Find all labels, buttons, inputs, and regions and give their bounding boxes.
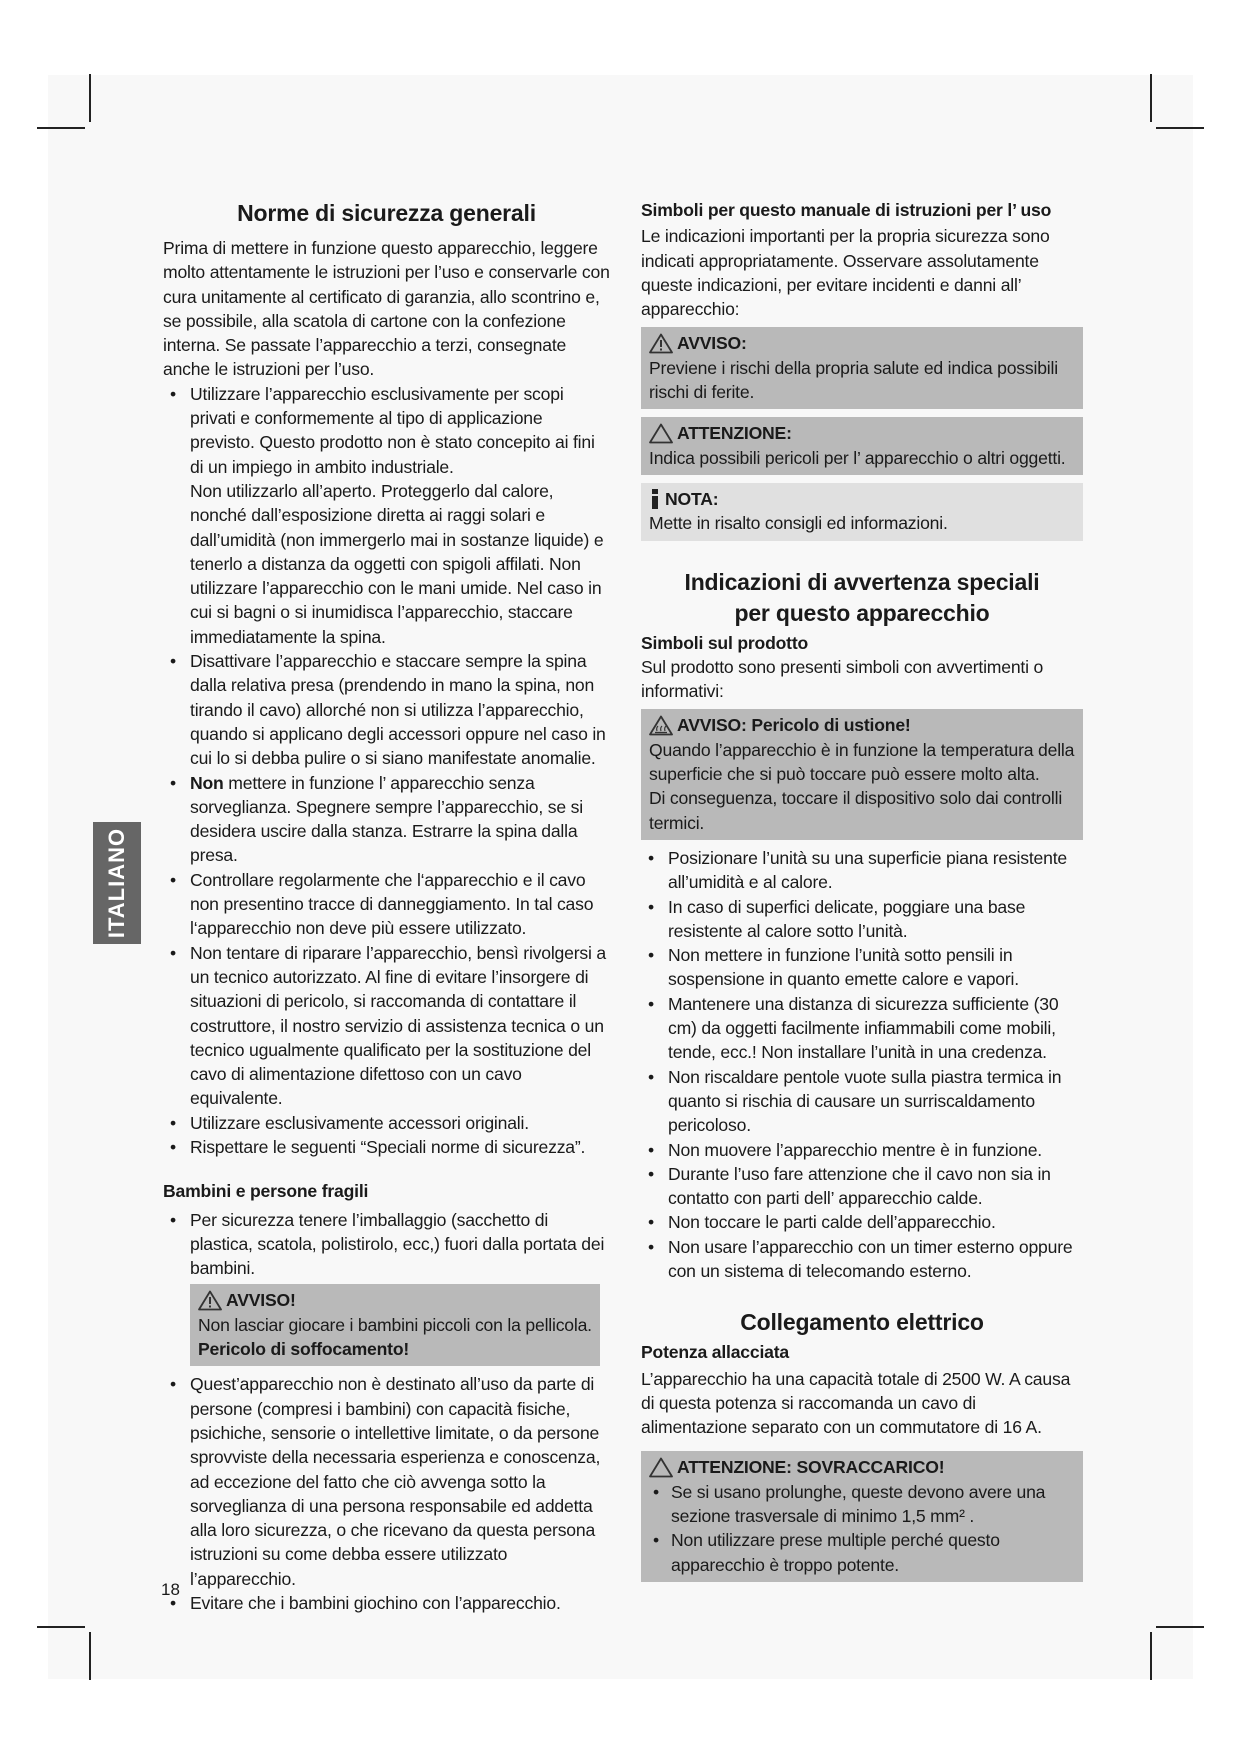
overload-list — [649, 1480, 1075, 1577]
bullet-text: Se si usano prolunghe, queste devono avere una sezione trasversale di minimo 1,5 mm² . — [671, 1481, 1046, 1527]
box-header — [649, 487, 1075, 511]
bullet-text: Non utilizzare prese multiple perché questo apparecchio è troppo potente. — [671, 1530, 1000, 1575]
box-title: ATTENZIONE: — [677, 423, 792, 444]
manual-symbols-heading: Simboli per questo manuale di istruzioni per l’ uso — [641, 200, 1052, 220]
intro-paragraph: Prima di mettere in funzione questo apparecchio, leggere molto attentamente le istruzioni per l’uso e conservarle con cura unitamente al certificato di garanzia, allo scontrino e, se possibile, alla scatola di cartone con la confezione interna. Se passate l’apparecchio a terzi, consegnate anche le istruzioni per l’uso. — [163, 238, 610, 380]
info-icon — [649, 489, 661, 509]
box-header — [649, 421, 1075, 445]
bullet-text: Non toccare le parti calde dell’apparecchio. — [668, 1212, 996, 1233]
special-heading-line-2: per questo apparecchio — [734, 599, 990, 626]
box-title: ATTENZIONE: SOVRACCARICO! — [677, 1457, 945, 1478]
list-item — [641, 992, 1083, 1065]
bullet-text: Per sicurezza tenere l’imballaggio (sacchetto di plastica, scatola, polistirolo, ecc,) fuori dalla portata dei bambini. — [190, 1209, 605, 1279]
caution-triangle-icon — [649, 1457, 673, 1478]
list-item — [163, 1111, 610, 1135]
list-item — [641, 846, 1083, 895]
bullet-text: In caso di superfici delicate, poggiare una base resistente al calore sotto l’unità. — [668, 896, 1026, 941]
warning-box-title: AVVISO! — [226, 1290, 296, 1311]
warning-box-bold-text: Pericolo di soffocamento! — [198, 1339, 410, 1360]
list-item — [641, 1065, 1083, 1138]
list-item — [163, 868, 610, 941]
crop-mark — [89, 1632, 91, 1680]
right-column — [641, 198, 1083, 1582]
warning-triangle-icon — [198, 1290, 222, 1311]
list-item — [163, 1208, 610, 1281]
page-number: 18 — [161, 1580, 180, 1599]
list-item — [163, 1372, 610, 1591]
bullet-text: Mantenere una distanza di sicurezza sufficiente (30 cm) da oggetti facilmente infiammabili come mobili, tende, ecc.! Non installare l’unità in una credenza. — [668, 993, 1059, 1063]
bullet-text: Non muovere l’apparecchio mentre è in funzione. — [668, 1139, 1042, 1160]
left-column — [163, 198, 610, 1615]
bullet-text: Utilizzare l’apparecchio esclusivamente per scopi privati e conformemente al tipo di applicazione previsto. Questo prodotto non è stato concepito ai fini di un impiego in ambito industriale. — [190, 383, 595, 477]
bullet-text: Utilizzare esclusivamente accessori originali. — [190, 1112, 529, 1133]
nota-symbol-box — [641, 483, 1083, 541]
choking-warning-box — [190, 1284, 600, 1366]
list-item — [163, 941, 610, 1111]
box-header — [649, 713, 1075, 737]
special-heading-line-1: Indicazioni di avvertenza speciali — [684, 568, 1040, 595]
bullet-text: Quest’apparecchio non è destinato all’uso da parte di persone (compresi i bambini) con capacità fisiche, psichiche, sensorie o intellettive limitate, o da persone sprovviste della necessaria esperienza e conoscenza, ad eccezione del fatto che ciò avvenga sotto la sorveglianza di una persona responsabile ed addetta alla loro sicurezza, o che ricevano da questa persona istruzioni su come debba essere utilizzato l’apparecchio. — [190, 1374, 601, 1589]
box-title: NOTA: — [665, 488, 719, 509]
bullet-text: Non riscaldare pentole vuote sulla piastra termica in quanto si rischia di causare un surriscaldamento pericoloso. — [668, 1066, 1062, 1136]
power-text: L’apparecchio ha una capacità totale di 2500 W. A causa di questa potenza si raccomanda un cavo di alimentazione separato con un commutatore di 16 A. — [641, 1368, 1071, 1438]
product-symbols-intro: Sul prodotto sono presenti simboli con avvertimenti o informativi: — [641, 656, 1044, 702]
crop-mark — [1150, 1632, 1152, 1680]
crop-mark — [37, 127, 85, 129]
bullet-text: Durante l’uso fare attenzione che il cavo non sia in contatto con parti dell’ apparecchio calde. — [668, 1163, 1051, 1209]
box-title: AVVISO: Pericolo di ustione! — [677, 715, 911, 736]
list-item — [163, 771, 610, 868]
burn-warning-box — [641, 709, 1083, 839]
bullet-text: Evitare che i bambini giochino con l’apparecchio. — [190, 1593, 561, 1614]
attenzione-symbol-box — [641, 417, 1083, 475]
box-header — [649, 1455, 1075, 1479]
list-item — [641, 1235, 1083, 1284]
list-item — [641, 1138, 1083, 1162]
caution-triangle-icon — [649, 423, 673, 444]
box-title: AVVISO: — [677, 333, 747, 354]
safety-bullet-list — [163, 382, 610, 1160]
bullet-text: Rispettare le seguenti “Speciali norme di sicurezza”. — [190, 1136, 586, 1157]
warning-box-text: Non lasciar giocare i bambini piccoli con la pellicola. — [198, 1314, 592, 1335]
special-warnings-heading — [641, 567, 1083, 629]
crop-mark — [89, 74, 91, 122]
warning-box-header — [198, 1288, 592, 1312]
manual-symbols-intro: Le indicazioni importanti per la propria sicurezza sono indicati appropriatamente. Osservare assolutamente queste indicazioni, per evitare incidenti e danni all’ apparecchio: — [641, 226, 1050, 320]
electric-connection-heading: Collegamento elettrico — [740, 1309, 984, 1336]
warning-triangle-icon — [649, 333, 673, 354]
list-item — [163, 1591, 610, 1615]
list-item — [649, 1480, 1075, 1529]
power-heading: Potenza allacciata — [641, 1342, 789, 1363]
bullet-bold-text: Non — [190, 772, 224, 793]
list-item — [641, 943, 1083, 992]
children-heading: Bambini e persone fragili — [163, 1181, 369, 1202]
box-text: Indica possibili pericoli per l’ apparecchio o altri oggetti. — [649, 447, 1066, 468]
children-bullet-list — [163, 1208, 610, 1281]
avviso-symbol-box — [641, 327, 1083, 409]
list-item — [641, 1162, 1083, 1211]
general-safety-heading: Norme di sicurezza generali — [237, 200, 536, 226]
bullet-text: mettere in funzione l’ apparecchio senza sorveglianza. Spegnere sempre l’apparecchio, se si desidera uscire dalla stanza. Estrarre la spina dalla presa. — [190, 772, 583, 866]
box-text: Previene i rischi della propria salute ed indica possibili rischi di ferite. — [649, 357, 1058, 403]
box-header — [649, 331, 1075, 355]
box-text: Di conseguenza, toccare il dispositivo solo dai controlli termici. — [649, 788, 1063, 833]
product-symbols-heading: Simboli sul prodotto — [641, 632, 809, 653]
language-label: ITALIANO — [104, 827, 129, 939]
overload-warning-box — [641, 1451, 1083, 1581]
special-warnings-list — [641, 846, 1083, 1283]
bullet-text: Non tentare di riparare l’apparecchio, bensì rivolgersi a un tecnico autorizzato. Al fine di evitare l’insorgere di situazioni di pericolo, si raccomanda di contattare il costruttore, il nostro servizio di assistenza tecnica o un tecnico ugualmente qualificato per la sostituzione del cavo di alimentazione difettoso con un cavo equivalente. — [190, 942, 606, 1109]
bullet-text: Non usare l’apparecchio con un timer esterno oppure con un sistema di telecomando esterno. — [668, 1236, 1073, 1281]
box-text: Mette in risalto consigli ed informazioni. — [649, 513, 948, 534]
list-item — [641, 895, 1083, 944]
hot-surface-icon — [649, 715, 673, 736]
list-item — [649, 1528, 1075, 1577]
list-item — [163, 382, 610, 649]
list-item — [163, 649, 610, 770]
bullet-text: Posizionare l’unità su una superficie piana resistente all’umidità e al calore. — [668, 847, 1067, 893]
bullet-text: Controllare regolarmente che l‘apparecchio e il cavo non presentino tracce di danneggiamento. In tal caso l‘apparecchio non deve più essere utilizzato. — [190, 869, 594, 939]
box-text: Quando l’apparecchio è in funzione la temperatura della superficie che si può toccare può essere molto alta. — [649, 739, 1075, 785]
crop-mark — [37, 1626, 85, 1628]
list-item — [641, 1210, 1083, 1234]
list-item — [163, 1135, 610, 1159]
children-bullet-list-2 — [163, 1372, 610, 1615]
crop-mark — [1156, 1626, 1204, 1628]
language-side-tab — [93, 822, 141, 944]
crop-mark — [1156, 127, 1204, 129]
bullet-text: Disattivare l’apparecchio e staccare sempre la spina dalla relativa presa (prendendo in mano la spina, non tirando il cavo) allorché non si utilizza l’apparecchio, quando si applicano degli accessori oppure nel caso in cui lo si debba pulire o si siano manifestate anomalie. — [190, 651, 606, 769]
bullet-text: Non utilizzarlo all’aperto. Proteggerlo dal calore, nonché dall’esposizione diretta ai raggi solari e dall’umidità (non immergerlo mai in sostanze liquide) e tenerlo a distanza da oggetti con spigoli affilati. Non utilizzare l’apparecchio con le mani umide. Nel caso in cui si bagni o si inumidisca l’apparecchio, staccare immediatamente la spina. — [190, 480, 604, 647]
bullet-text: Non mettere in funzione l’unità sotto pensili in sospensione in quanto emette calore e vapori. — [668, 945, 1019, 990]
crop-mark — [1150, 74, 1152, 122]
